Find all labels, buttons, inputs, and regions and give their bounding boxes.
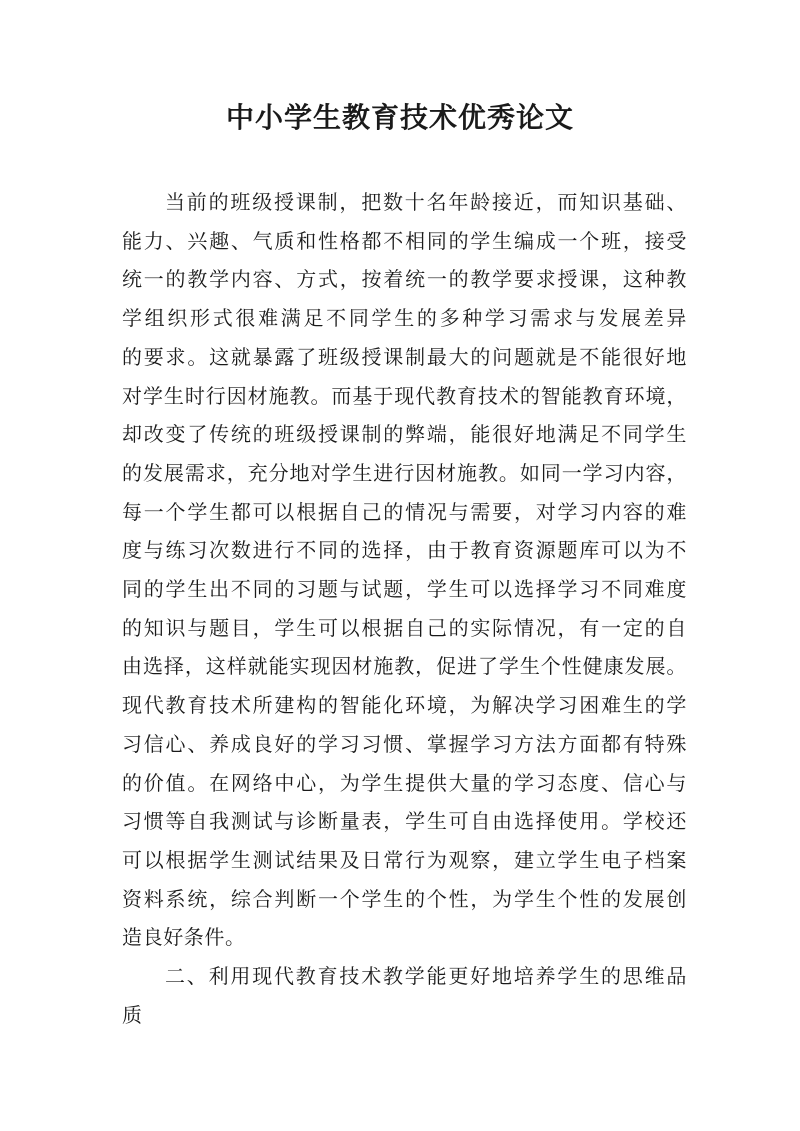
text-line: 同的学生出不同的习题与试题，学生可以选择学习不同难度 [122,577,687,602]
text-line: 造良好条件。 [122,925,246,950]
text-line: 习惯等自我测试与诊断量表，学生可自由选择使用。学校还 [122,809,687,834]
text-line: 习信心、养成良好的学习习惯、掌握学习方法方面都有特殊 [122,731,687,756]
text-line: 的发展需求，充分地对学生进行因材施教。如同一学习内容， [122,460,687,485]
text-line: 学组织形式很难满足不同学生的多种学习需求与发展差异 [122,306,687,331]
text-line: 统一的教学内容、方式，按着统一的教学要求授课，这种教 [122,267,687,292]
text-line: 二、利用现代教育技术教学能更好地培养学生的思维品 [165,964,687,989]
text-line: 当前的班级授课制，把数十名年龄接近，而知识基础、 [165,190,687,214]
document-title: 中小学生教育技术优秀论文 [225,101,574,134]
text-line: 可以根据学生测试结果及日常行为观察，建立学生电子档案 [122,847,687,872]
text-line: 却改变了传统的班级授课制的弊端，能很好地满足不同学生 [122,422,687,447]
text-line: 资料系统，综合判断一个学生的个性，为学生个性的发展创 [122,886,687,911]
text-line: 每一个学生都可以根据自己的情况与需要，对学习内容的难 [122,499,687,524]
text-line: 的价值。在网络中心，为学生提供大量的学习态度、信心与 [122,770,687,795]
text-line: 能力、兴趣、气质和性格都不相同的学生编成一个班，接受 [122,228,687,253]
document-body [122,183,687,1034]
text-line: 现代教育技术所建构的智能化环境，为解决学习困难生的学 [122,693,687,718]
paragraph-1 [122,183,687,957]
text-line: 的知识与题目，学生可以根据自己的实际情况，有一定的自 [122,615,687,640]
text-line: 由选择，这样就能实现因材施教，促进了学生个性健康发展。 [122,654,687,679]
text-line: 度与练习次数进行不同的选择，由于教育资源题库可以为不 [122,538,687,563]
text-line: 的要求。这就暴露了班级授课制最大的问题就是不能很好地 [122,344,687,369]
text-line: 质 [122,1002,143,1027]
text-line: 对学生时行因材施教。而基于现代教育技术的智能教育环境， [122,383,687,408]
paragraph-2 [122,957,687,1034]
